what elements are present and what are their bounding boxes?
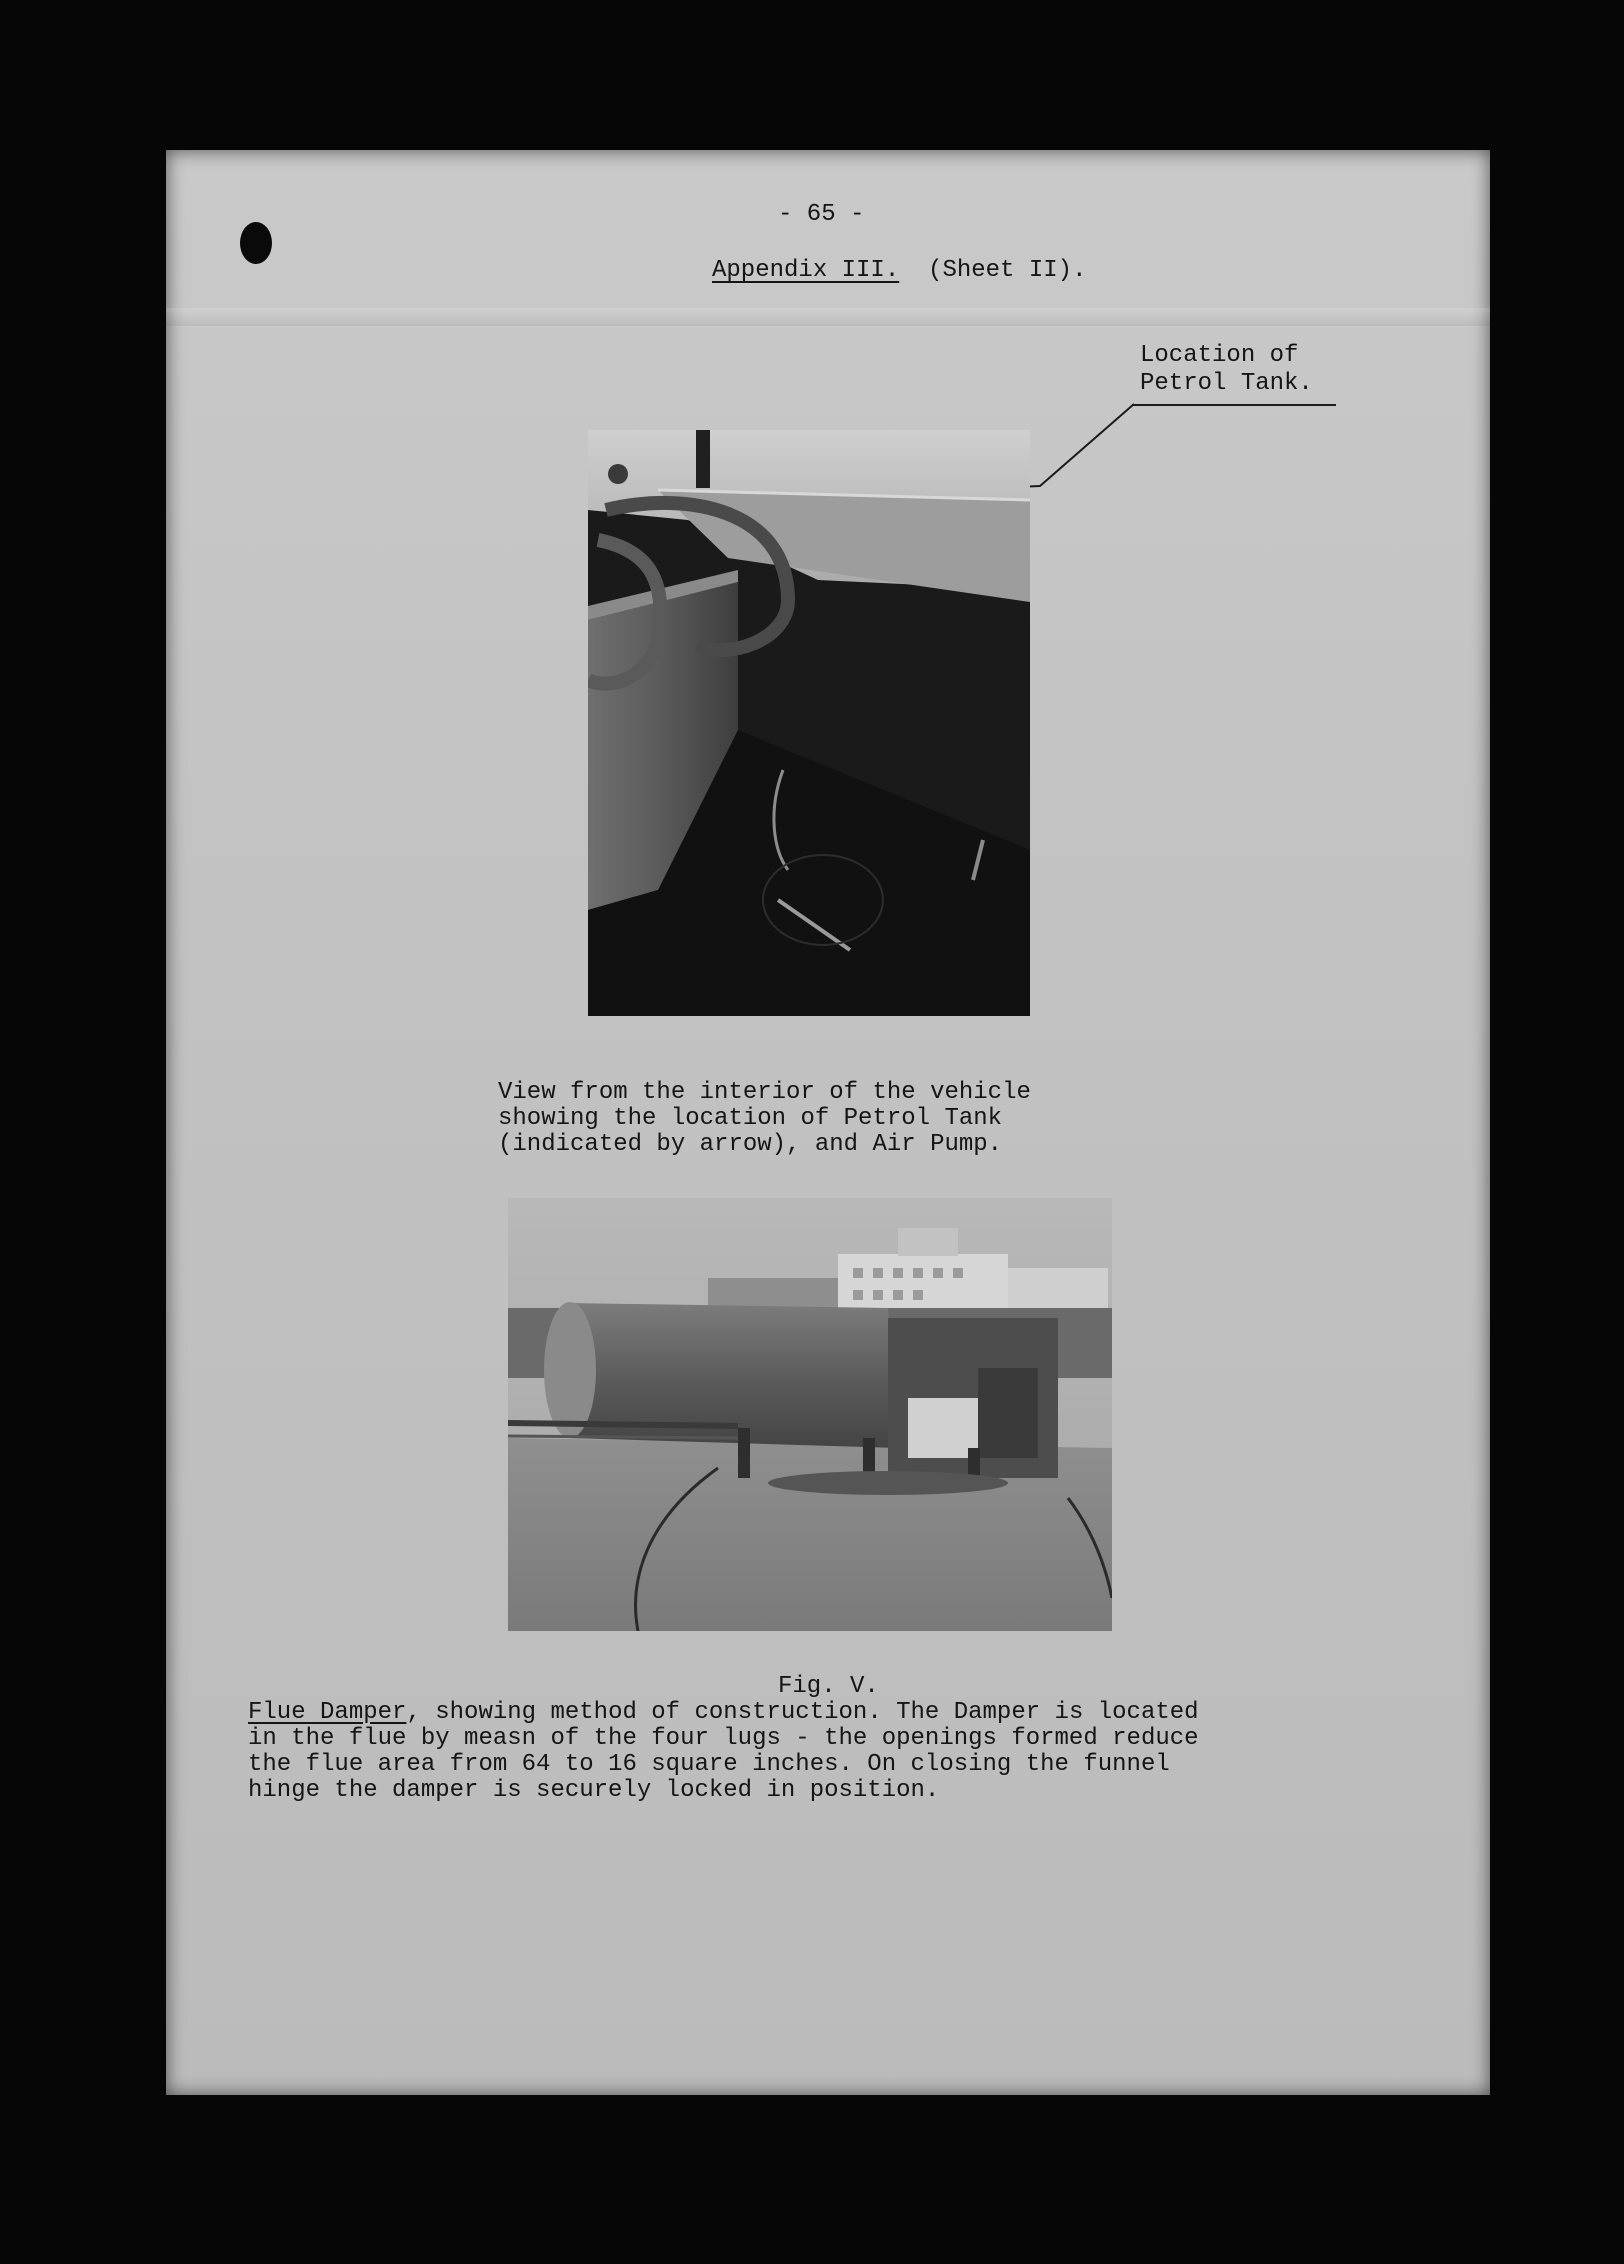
callout-line-2: Petrol Tank.	[1140, 370, 1313, 397]
caption-line: , showing method of construction. The Damper is located	[406, 1699, 1199, 1726]
petrol-tank-callout	[1140, 342, 1313, 398]
caption-line: hinge the damper is securely locked in position.	[248, 1777, 940, 1804]
punch-hole	[240, 222, 272, 264]
caption-line: View from the interior of the vehicle	[498, 1079, 1031, 1106]
appendix-title: Appendix III.	[712, 257, 900, 284]
caption-lead-term: Flue Damper	[248, 1699, 407, 1726]
caption-line: showing the location of Petrol Tank	[498, 1105, 1003, 1132]
caption-line: (indicated by arrow), and Air Pump.	[498, 1131, 1003, 1158]
appendix-heading	[712, 258, 1086, 284]
flue-damper-photo	[508, 1198, 1112, 1631]
top-photo-caption	[498, 1080, 1031, 1158]
callout-underline	[1132, 404, 1336, 406]
caption-line: the flue area from 64 to 16 square inches. On closing the funnel	[248, 1751, 1170, 1778]
callout-line-1: Location of	[1140, 342, 1299, 369]
petrol-tank-photo	[588, 430, 1030, 1016]
figure-label: Fig. V.	[778, 1673, 879, 1700]
caption-line: in the flue by measn of the four lugs - the openings formed reduce	[248, 1725, 1199, 1752]
flue-damper-caption	[248, 1700, 1199, 1804]
page-number: - 65 -	[778, 201, 865, 228]
sheet-label: (Sheet II).	[928, 257, 1087, 284]
